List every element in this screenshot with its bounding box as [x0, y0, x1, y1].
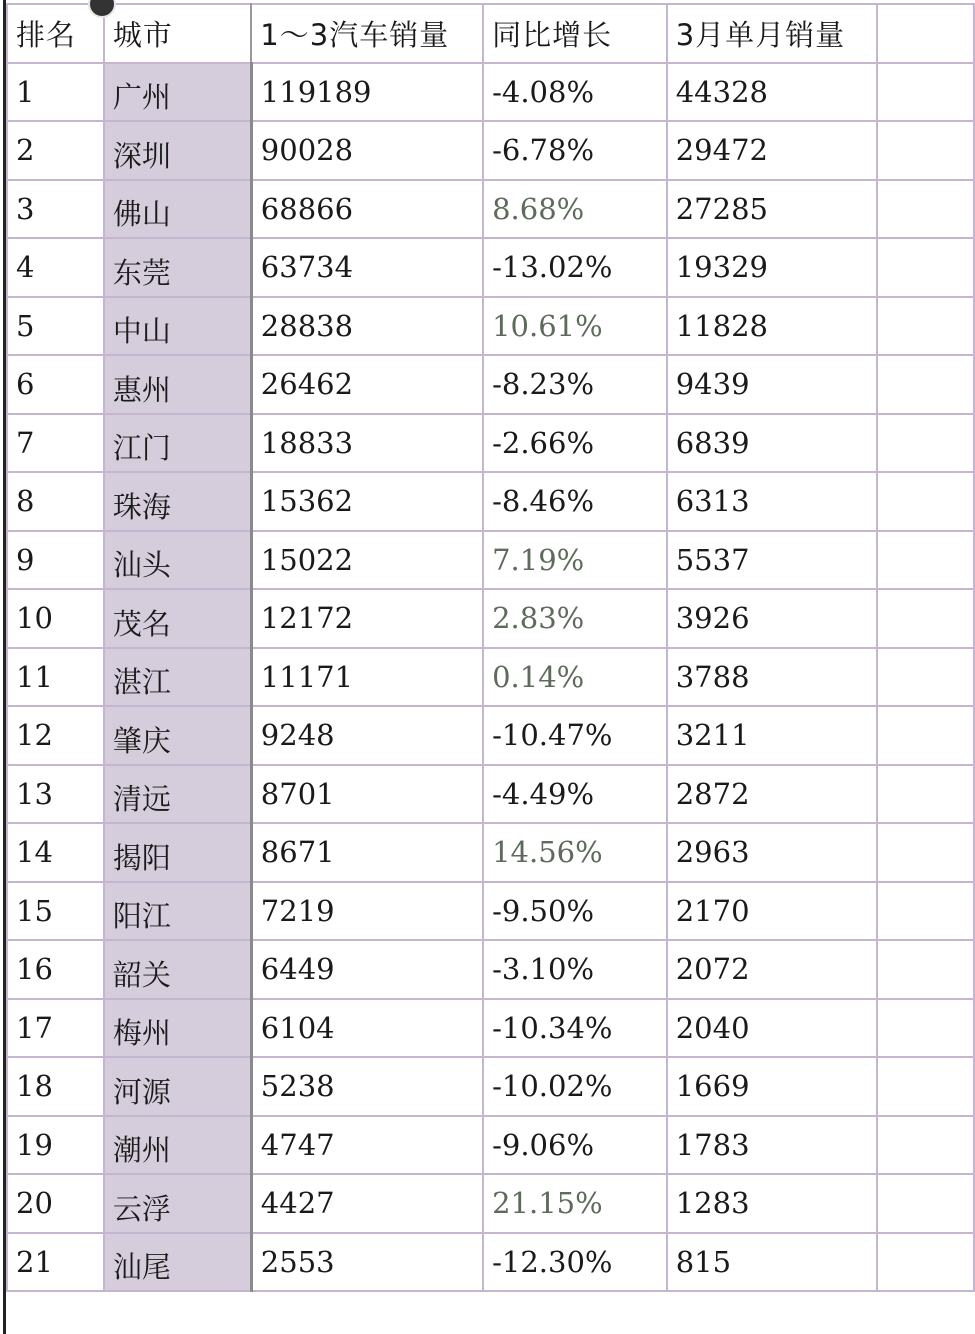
cell-ytd-sales[interactable]: 6449 — [251, 940, 483, 999]
cell-yoy-growth[interactable]: -2.66% — [483, 414, 667, 473]
cell-rank[interactable]: 8 — [7, 472, 104, 531]
cell-rank[interactable]: 11 — [7, 648, 104, 707]
cell-march-sales[interactable]: 9439 — [667, 355, 877, 414]
cell-march-sales[interactable]: 27285 — [667, 180, 877, 239]
cell-yoy-growth[interactable]: -8.23% — [483, 355, 667, 414]
cell-yoy-growth[interactable]: -3.10% — [483, 940, 667, 999]
cell-march-sales[interactable]: 3211 — [667, 706, 877, 765]
header-row — [7, 4, 974, 63]
table-row — [7, 1116, 974, 1175]
table-row — [7, 180, 974, 239]
cell-yoy-growth[interactable]: -6.78% — [483, 121, 667, 180]
cell-yoy-growth[interactable]: 14.56% — [483, 823, 667, 882]
cell-rank[interactable]: 10 — [7, 589, 104, 648]
cell-ytd-sales[interactable]: 2553 — [251, 1233, 483, 1292]
table-row — [7, 531, 974, 590]
cell-ytd-sales[interactable]: 6104 — [251, 999, 483, 1058]
cell-city[interactable]: 湛江 — [104, 648, 251, 707]
cell-ytd-sales[interactable]: 119189 — [251, 63, 483, 122]
cell-ytd-sales[interactable]: 5238 — [251, 1057, 483, 1116]
cell-empty[interactable] — [877, 1057, 974, 1116]
cell-city[interactable]: 阳江 — [104, 882, 251, 941]
cell-march-sales[interactable]: 44328 — [667, 63, 877, 122]
cell-yoy-growth[interactable]: 8.68% — [483, 180, 667, 239]
cell-city[interactable]: 佛山 — [104, 180, 251, 239]
cell-empty[interactable] — [877, 940, 974, 999]
header-yoy-growth[interactable]: 同比增长 — [483, 4, 667, 63]
table-row — [7, 472, 974, 531]
cell-empty[interactable] — [877, 999, 974, 1058]
cell-rank[interactable]: 1 — [7, 63, 104, 122]
cell-march-sales[interactable]: 29472 — [667, 121, 877, 180]
cell-city[interactable]: 广州 — [104, 63, 251, 122]
cell-empty[interactable] — [877, 648, 974, 707]
cell-city[interactable]: 汕尾 — [104, 1233, 251, 1292]
table-row — [7, 765, 974, 824]
cell-yoy-growth[interactable]: -4.08% — [483, 63, 667, 122]
cell-ytd-sales[interactable]: 28838 — [251, 297, 483, 356]
cell-rank[interactable]: 17 — [7, 999, 104, 1058]
cell-yoy-growth[interactable]: -12.30% — [483, 1233, 667, 1292]
cell-march-sales[interactable]: 815 — [667, 1233, 877, 1292]
cell-rank[interactable]: 20 — [7, 1174, 104, 1233]
table-row — [7, 706, 974, 765]
cell-city[interactable]: 梅州 — [104, 999, 251, 1058]
cell-yoy-growth[interactable]: -9.50% — [483, 882, 667, 941]
table-row — [7, 940, 974, 999]
cell-ytd-sales[interactable]: 90028 — [251, 121, 483, 180]
cell-empty[interactable] — [877, 589, 974, 648]
cell-city[interactable]: 潮州 — [104, 1116, 251, 1175]
cell-empty[interactable] — [877, 472, 974, 531]
cell-empty[interactable] — [877, 823, 974, 882]
cell-rank[interactable]: 4 — [7, 238, 104, 297]
cell-ytd-sales[interactable]: 11171 — [251, 648, 483, 707]
cell-empty[interactable] — [877, 238, 974, 297]
cell-city[interactable]: 云浮 — [104, 1174, 251, 1233]
cell-rank[interactable]: 6 — [7, 355, 104, 414]
cell-yoy-growth[interactable]: -4.49% — [483, 765, 667, 824]
table-row — [7, 1233, 974, 1292]
cell-city[interactable]: 韶关 — [104, 940, 251, 999]
cell-yoy-growth[interactable]: 2.83% — [483, 589, 667, 648]
cell-ytd-sales[interactable]: 7219 — [251, 882, 483, 941]
cell-ytd-sales[interactable]: 18833 — [251, 414, 483, 473]
cell-city[interactable]: 茂名 — [104, 589, 251, 648]
cell-empty[interactable] — [877, 1116, 974, 1175]
cell-rank[interactable]: 9 — [7, 531, 104, 590]
table-row — [7, 355, 974, 414]
cell-city[interactable]: 揭阳 — [104, 823, 251, 882]
cell-rank[interactable]: 5 — [7, 297, 104, 356]
cell-ytd-sales[interactable]: 12172 — [251, 589, 483, 648]
cell-rank[interactable]: 15 — [7, 882, 104, 941]
header-ytd-sales[interactable]: 1～3汽车销量 — [251, 4, 483, 63]
cell-yoy-growth[interactable]: -10.47% — [483, 706, 667, 765]
sales-table — [6, 3, 975, 1292]
cell-march-sales[interactable]: 2072 — [667, 940, 877, 999]
header-empty[interactable] — [877, 4, 974, 63]
cell-yoy-growth[interactable]: 10.61% — [483, 297, 667, 356]
cell-rank[interactable]: 12 — [7, 706, 104, 765]
cell-empty[interactable] — [877, 121, 974, 180]
cell-rank[interactable]: 7 — [7, 414, 104, 473]
cell-empty[interactable] — [877, 882, 974, 941]
cell-march-sales[interactable]: 11828 — [667, 297, 877, 356]
cell-yoy-growth[interactable]: -10.34% — [483, 999, 667, 1058]
cell-rank[interactable]: 21 — [7, 1233, 104, 1292]
cell-march-sales[interactable]: 3926 — [667, 589, 877, 648]
cell-yoy-growth[interactable]: -8.46% — [483, 472, 667, 531]
cell-ytd-sales[interactable]: 8671 — [251, 823, 483, 882]
header-rank[interactable]: 排名 — [7, 4, 104, 63]
cell-empty[interactable] — [877, 1174, 974, 1233]
cell-city[interactable]: 汕头 — [104, 531, 251, 590]
table-row — [7, 589, 974, 648]
table-row — [7, 1174, 974, 1233]
cell-march-sales[interactable]: 2872 — [667, 765, 877, 824]
cell-march-sales[interactable]: 2963 — [667, 823, 877, 882]
header-city[interactable]: 城市 — [104, 4, 251, 63]
cell-empty[interactable] — [877, 180, 974, 239]
cell-empty[interactable] — [877, 1233, 974, 1292]
cell-rank[interactable]: 3 — [7, 180, 104, 239]
cell-city[interactable]: 珠海 — [104, 472, 251, 531]
cell-city[interactable]: 清远 — [104, 765, 251, 824]
cell-march-sales[interactable]: 6313 — [667, 472, 877, 531]
table-row — [7, 823, 974, 882]
table-row — [7, 238, 974, 297]
table-row — [7, 63, 974, 122]
cell-ytd-sales[interactable]: 68866 — [251, 180, 483, 239]
cell-ytd-sales[interactable]: 9248 — [251, 706, 483, 765]
cell-empty[interactable] — [877, 765, 974, 824]
cell-ytd-sales[interactable]: 8701 — [251, 765, 483, 824]
cell-march-sales[interactable]: 2170 — [667, 882, 877, 941]
cell-march-sales[interactable]: 6839 — [667, 414, 877, 473]
cell-yoy-growth[interactable]: -13.02% — [483, 238, 667, 297]
cell-march-sales[interactable]: 19329 — [667, 238, 877, 297]
cell-yoy-growth[interactable]: -10.02% — [483, 1057, 667, 1116]
cell-yoy-growth[interactable]: 7.19% — [483, 531, 667, 590]
cell-march-sales[interactable]: 1283 — [667, 1174, 877, 1233]
cell-rank[interactable]: 13 — [7, 765, 104, 824]
cell-city[interactable]: 深圳 — [104, 121, 251, 180]
cell-rank[interactable]: 16 — [7, 940, 104, 999]
cell-empty[interactable] — [877, 63, 974, 122]
cell-march-sales[interactable]: 1783 — [667, 1116, 877, 1175]
cell-city[interactable]: 江门 — [104, 414, 251, 473]
table-row — [7, 121, 974, 180]
cell-march-sales[interactable]: 2040 — [667, 999, 877, 1058]
cell-city[interactable]: 河源 — [104, 1057, 251, 1116]
cell-rank[interactable]: 18 — [7, 1057, 104, 1116]
cell-march-sales[interactable]: 3788 — [667, 648, 877, 707]
table-row — [7, 1057, 974, 1116]
cell-empty[interactable] — [877, 414, 974, 473]
cell-city[interactable]: 肇庆 — [104, 706, 251, 765]
header-march-sales[interactable]: 3月单月销量 — [667, 4, 877, 63]
cell-city[interactable]: 惠州 — [104, 355, 251, 414]
table-row — [7, 648, 974, 707]
cell-ytd-sales[interactable]: 4427 — [251, 1174, 483, 1233]
cell-march-sales[interactable]: 5537 — [667, 531, 877, 590]
cell-empty[interactable] — [877, 531, 974, 590]
cell-ytd-sales[interactable]: 15022 — [251, 531, 483, 590]
table-row — [7, 999, 974, 1058]
cell-ytd-sales[interactable]: 26462 — [251, 355, 483, 414]
cell-ytd-sales[interactable]: 4747 — [251, 1116, 483, 1175]
cell-city[interactable]: 中山 — [104, 297, 251, 356]
cell-march-sales[interactable]: 1669 — [667, 1057, 877, 1116]
cell-city[interactable]: 东莞 — [104, 238, 251, 297]
cell-empty[interactable] — [877, 706, 974, 765]
cell-rank[interactable]: 2 — [7, 121, 104, 180]
cell-ytd-sales[interactable]: 15362 — [251, 472, 483, 531]
table-row — [7, 297, 974, 356]
table-row — [7, 882, 974, 941]
cell-empty[interactable] — [877, 355, 974, 414]
cell-yoy-growth[interactable]: 21.15% — [483, 1174, 667, 1233]
cell-rank[interactable]: 14 — [7, 823, 104, 882]
cell-empty[interactable] — [877, 297, 974, 356]
cell-yoy-growth[interactable]: -9.06% — [483, 1116, 667, 1175]
cell-ytd-sales[interactable]: 63734 — [251, 238, 483, 297]
table-row — [7, 414, 974, 473]
cell-yoy-growth[interactable]: 0.14% — [483, 648, 667, 707]
cell-rank[interactable]: 19 — [7, 1116, 104, 1175]
